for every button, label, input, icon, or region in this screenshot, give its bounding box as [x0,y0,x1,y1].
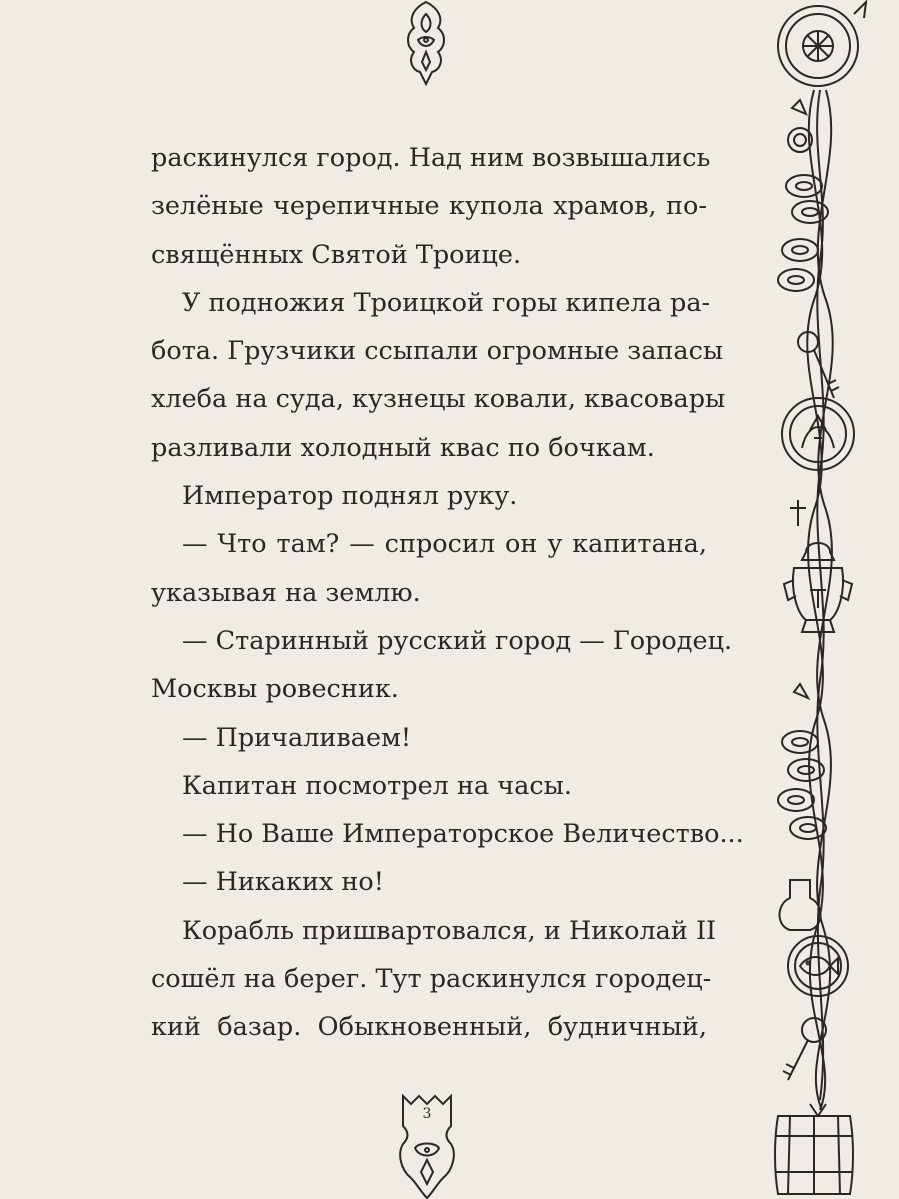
text-line: — Но Ваше Императорское Величество... [182,819,744,850]
text-line: указывая на землю. [151,577,421,608]
page-number: 3 [422,1106,432,1122]
text-line: кий базар. Обыкновенный, будничный, [151,1012,707,1043]
text-line: хлеба на суда, кузнецы ковали, квасовары [151,384,726,415]
text-line: Москвы ровесник. [151,674,399,705]
page-body-text [151,134,744,1052]
text-line: — Старинный русский город — Городец. [182,625,733,656]
text-line: Император поднял руку. [182,481,518,512]
folio-ornament-icon [395,1092,459,1199]
text-line: — Что там? — спросил он у капитана, [182,529,707,560]
text-line: разливали холодный квас по бочкам. [151,432,655,463]
text-line: раскинулся город. Над ним возвышались [151,143,711,173]
border-ornament-icon [770,0,892,1199]
text-line: Капитан посмотрел на часы. [182,770,573,801]
text-line: сошёл на берег. Тут раскинулся городец- [151,964,712,995]
text-line: — Никаких но! [182,867,384,898]
text-line: бота. Грузчики ссыпали огромные запасы [151,336,724,367]
text-line: зелёные черепичные купола храмов, по- [151,191,707,222]
top-ornament-icon [400,0,452,86]
text-line: — Причаливаем! [182,722,412,753]
text-line: У подножия Троицкой горы кипела ра- [182,287,711,318]
text-line: Корабль пришвартовался, и Николай II [182,915,717,946]
text-line: свящённых Святой Троице. [151,239,522,270]
